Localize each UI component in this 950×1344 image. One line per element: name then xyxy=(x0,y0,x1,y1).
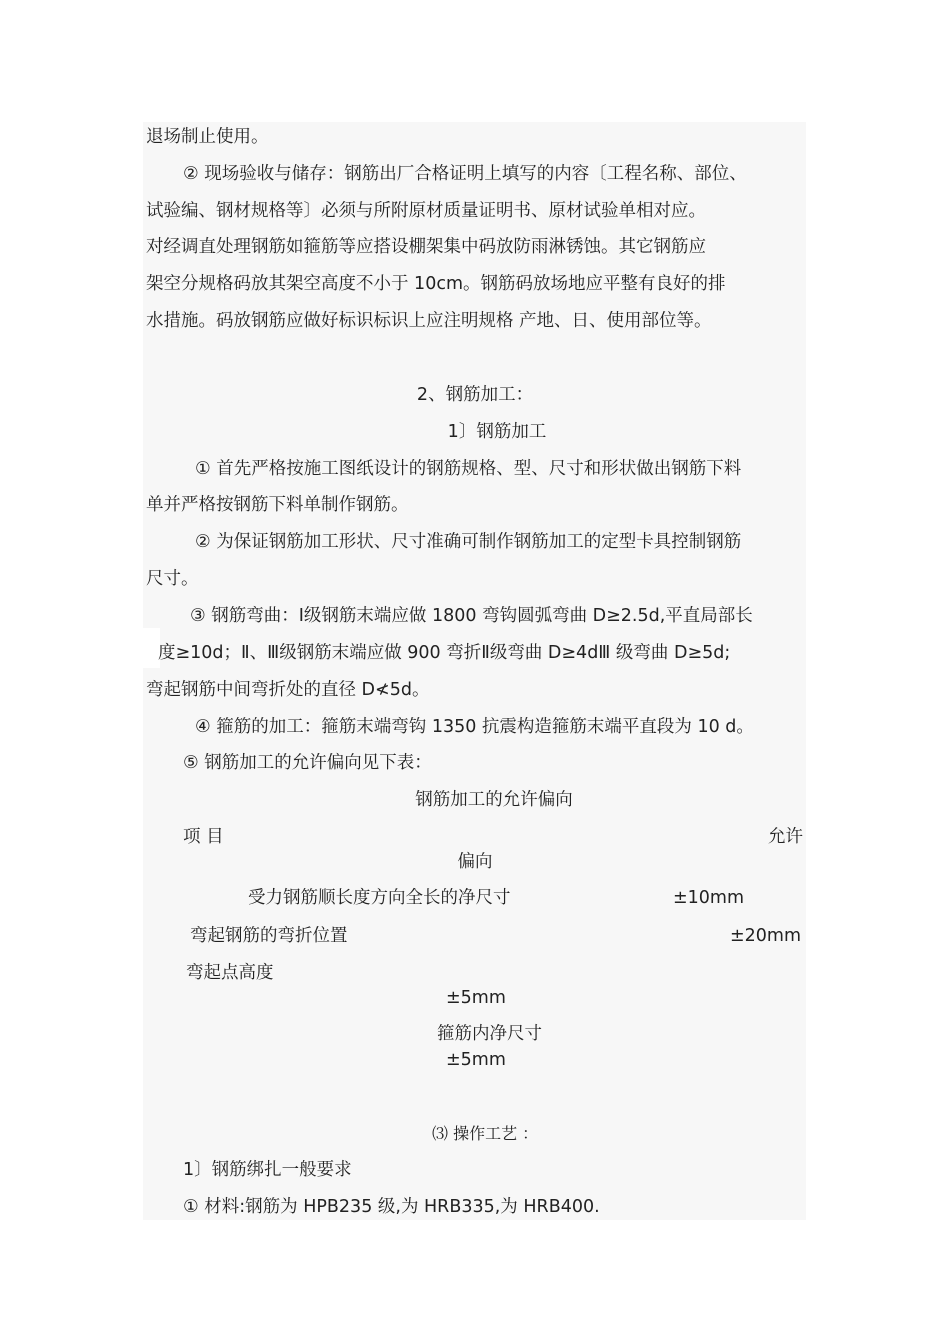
paragraph-line: 单并严格按钢筋下料单制作钢筋。 xyxy=(146,495,409,515)
table-row-value: ±5mm xyxy=(446,988,506,1008)
section-heading: ⑶ 操作工艺 ： xyxy=(432,1124,539,1143)
paragraph-line: 水措施。码放钢筋应做好标识标识上应注明规格 产地、日、使用部位等。 xyxy=(146,311,712,331)
paragraph-line: 尺寸。 xyxy=(146,569,199,589)
table-row-item: 箍筋内净尺寸 xyxy=(437,1024,542,1044)
paragraph-line: ② 为保证钢筋加工形状、尺寸准确可制作钢筋加工的定型卡具控制钢筋 xyxy=(195,532,742,552)
table-row-item: 弯起点高度 xyxy=(186,963,274,983)
table-row-value: ±10mm xyxy=(673,888,745,908)
paragraph-line: ⑤ 钢筋加工的允许偏向见下表： xyxy=(183,753,432,773)
table-row-item: 弯起钢筋的弯折位置 xyxy=(190,926,348,946)
section-subheading: 1〕钢筋绑扎一般要求 xyxy=(183,1160,352,1180)
section-heading: 2、钢筋加工： xyxy=(416,385,534,405)
table-header-item: 项 目 xyxy=(183,827,224,847)
paragraph-line: ④ 箍筋的加工：箍筋末端弯钩 1350 抗震构造箍筋末端平直段为 10 d。 xyxy=(195,717,754,737)
paragraph-line: 架空分规格码放其架空高度不小于 10cm。钢筋码放场地应平整有良好的排 xyxy=(146,274,726,294)
paragraph-line: ① 首先严格按施工图纸设计的钢筋规格、型、尺寸和形状做出钢筋下料 xyxy=(195,459,742,479)
section-subheading: 1〕钢筋加工 xyxy=(447,422,547,442)
table-row-value: ±5mm xyxy=(446,1050,506,1070)
page-background-panel-notch xyxy=(120,628,160,668)
paragraph-line: 对经调直处理钢筋如箍筋等应搭设棚架集中码放防雨淋锈蚀。其它钢筋应 xyxy=(146,237,706,257)
paragraph-line: ① 材料:钢筋为 HPB235 级,为 HRB335,为 HRB400. xyxy=(183,1197,600,1217)
table-header-tolerance: 允许 xyxy=(768,827,803,847)
table-row-value: ±20mm xyxy=(730,926,802,946)
table-title: 钢筋加工的允许偏向 xyxy=(415,790,573,810)
paragraph-line: 退场制止使用。 xyxy=(146,127,269,147)
paragraph-line: 弯起钢筋中间弯折处的直径 D≮5d。 xyxy=(146,680,430,700)
paragraph-line: ③ 钢筋弯曲：Ⅰ级钢筋末端应做 1800 弯钩圆弧弯曲 D≥2.5d,平直局部长 xyxy=(190,606,753,626)
paragraph-line: 试验编、钢材规格等〕必须与所附原材质量证明书、原材试验单相对应。 xyxy=(146,201,706,221)
paragraph-line: ② 现场验收与储存：钢筋出厂合格证明上填写的内容〔工程名称、部位、 xyxy=(183,164,747,184)
paragraph-line: 度≥10d；Ⅱ、Ⅲ级钢筋末端应做 900 弯折Ⅱ级弯曲 D≥4dⅢ 级弯曲 D≥5d; xyxy=(158,643,731,663)
table-row-item: 受力钢筋顺长度方向全长的净尺寸 xyxy=(248,888,511,908)
table-header-tolerance: 偏向 xyxy=(457,852,493,872)
